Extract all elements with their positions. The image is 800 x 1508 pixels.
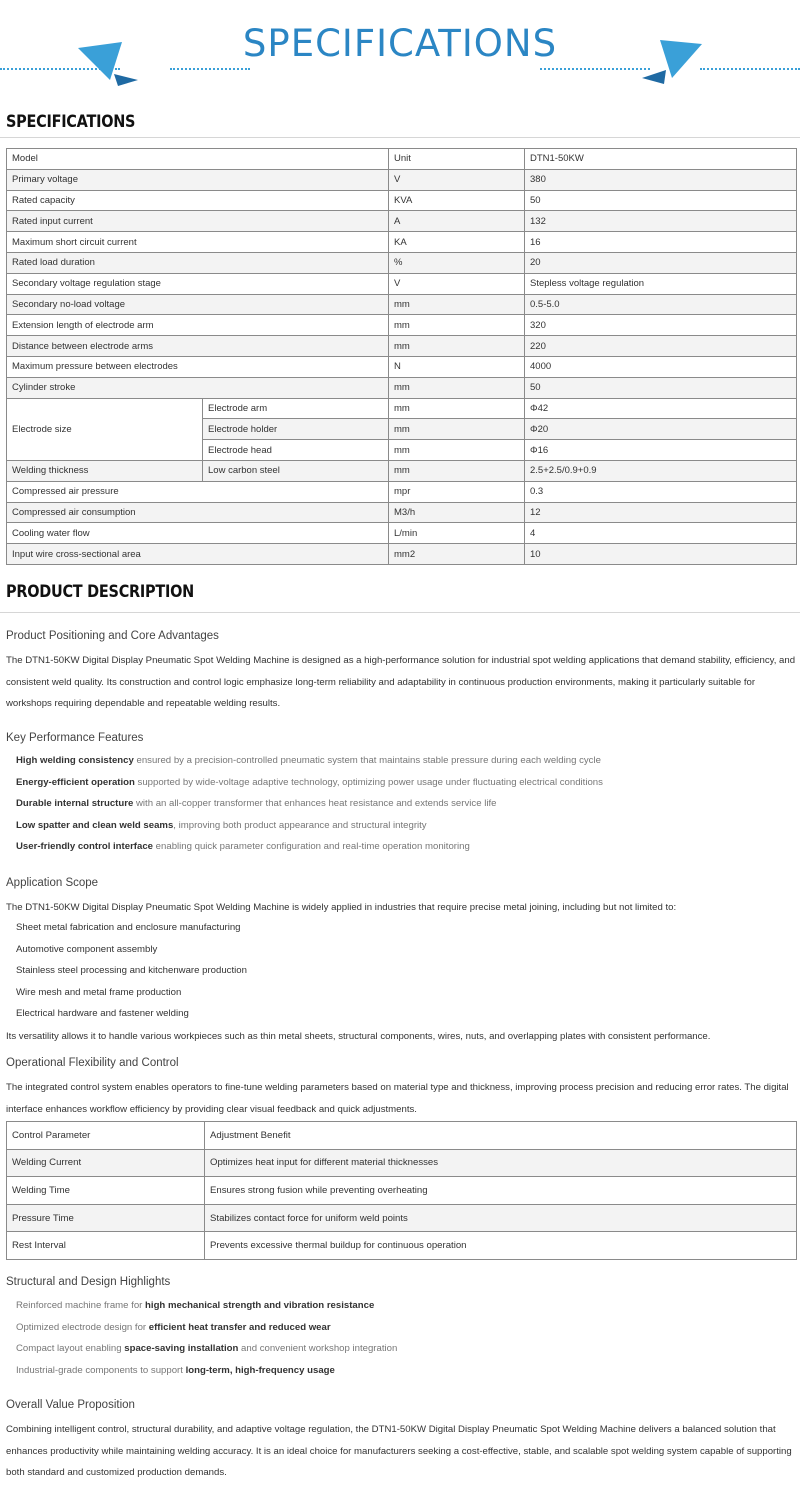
spec-value: 132 — [525, 211, 797, 232]
spec-unit: A — [389, 211, 525, 232]
control-header-cell: Control Parameter — [7, 1122, 205, 1150]
control-benefit: Optimizes heat input for different material thicknesses — [205, 1149, 797, 1177]
right-dotted-line — [700, 68, 800, 70]
spec-heading: SPECIFICATIONS — [6, 112, 136, 132]
spec-value: Φ16 — [525, 440, 797, 461]
spec-row — [7, 481, 797, 502]
electrode-sub: Electrode arm — [203, 398, 389, 419]
spec-value: 320 — [525, 315, 797, 336]
feature-item — [16, 798, 496, 809]
spec-unit: N — [389, 356, 525, 377]
spec-row — [7, 294, 797, 315]
structural-item — [16, 1300, 374, 1311]
structural-title: Structural and Design Highlights — [6, 1276, 171, 1288]
value-title: Overall Value Proposition — [6, 1399, 135, 1411]
spec-table — [6, 148, 797, 565]
spec-value: 4000 — [525, 356, 797, 377]
spec-param: Maximum short circuit current — [7, 232, 389, 253]
spec-value: 2.5+2.5/0.9+0.9 — [525, 460, 797, 481]
structural-item — [16, 1365, 335, 1376]
spec-unit: mm2 — [389, 544, 525, 565]
spec-unit: L/min — [389, 523, 525, 544]
spec-row — [7, 336, 797, 357]
spec-param: Extension length of electrode arm — [7, 315, 389, 336]
spec-param: Secondary no-load voltage — [7, 294, 389, 315]
spec-unit: mm — [389, 460, 525, 481]
structural-item — [16, 1322, 331, 1333]
control-row — [7, 1204, 797, 1232]
control-row — [7, 1177, 797, 1205]
spec-row — [7, 460, 797, 481]
spec-row — [7, 544, 797, 565]
scope-item: Wire mesh and metal frame production — [16, 986, 182, 998]
scope-item: Stainless steel processing and kitchenware production — [16, 965, 247, 976]
spec-param: Secondary voltage regulation stage — [7, 273, 389, 294]
control-title: Operational Flexibility and Control — [6, 1057, 179, 1069]
spec-value: 20 — [525, 252, 797, 273]
spec-row — [7, 211, 797, 232]
structural-bold: efficient heat transfer and reduced wear — [148, 1321, 331, 1333]
structural-bold: long-term, high-frequency usage — [185, 1364, 335, 1376]
spec-row — [7, 398, 797, 419]
spec-unit: V — [389, 273, 525, 294]
feature-item — [16, 820, 427, 831]
feature-rest: enabling quick parameter configuration and real-time operation monitoring — [153, 841, 470, 852]
electrode-sub: Electrode head — [203, 440, 389, 461]
spec-unit: V — [389, 169, 525, 190]
spec-divider — [0, 137, 800, 138]
control-param: Pressure Time — [7, 1204, 205, 1232]
scope-item: Automotive component assembly — [16, 943, 158, 955]
control-text: The integrated control system enables operators to fine-tune welding parameters based on material type and thickness, improving process precision and reducing error rates. The digital interface enhances workflow efficiency by providing clear visual feedback and quick adjustments. — [6, 1082, 789, 1115]
spec-param: Maximum pressure between electrodes — [7, 356, 389, 377]
desc-heading: PRODUCT DESCRIPTION — [6, 582, 194, 602]
positioning-text: The DTN1-50KW Digital Display Pneumatic Spot Welding Machine is designed as a high-performance solution for industrial spot welding applications that demand stability, efficiency, and consistent weld quality. Its construction and control logic emphasize long-term reliability and adaptability in continuous production environments, making it particularly suitable for workshops requiring dependable and repeatable welding results. — [6, 655, 796, 709]
scope-title: Application Scope — [6, 877, 99, 889]
electrode-sub: Electrode holder — [203, 419, 389, 440]
spec-param: Distance between electrode arms — [7, 336, 389, 357]
feature-bold: Durable internal structure — [16, 798, 134, 809]
spec-unit: mm — [389, 377, 525, 398]
feature-rest: , improving both product appearance and structural integrity — [173, 819, 427, 831]
spec-value: Stepless voltage regulation — [525, 273, 797, 294]
spec-param: Compressed air consumption — [7, 502, 389, 523]
structural-post: and convenient workshop integration — [238, 1343, 398, 1354]
value-text: Combining intelligent control, structural durability, and adaptive voltage regulation, the DTN1-50KW Digital Display Pneumatic Spot Welding Machine delivers a balanced solution that enhances productivity while maintaining welding accuracy. It is an ideal choice for manufacturers seeking a cost-effective, stable, and scalable spot welding system capable of supporting both standard and customized production demands. — [6, 1424, 792, 1478]
spec-row — [7, 377, 797, 398]
spec-param: Rated capacity — [7, 190, 389, 211]
spec-value: 10 — [525, 544, 797, 565]
feature-bold: High welding consistency — [16, 755, 134, 766]
spec-param: Cylinder stroke — [7, 377, 389, 398]
control-table — [6, 1121, 797, 1260]
spec-row — [7, 252, 797, 273]
control-row — [7, 1149, 797, 1177]
thickness-sub: Low carbon steel — [203, 460, 389, 481]
spec-value: 0.3 — [525, 481, 797, 502]
spec-unit: % — [389, 252, 525, 273]
control-param: Welding Current — [7, 1149, 205, 1177]
spec-row — [7, 523, 797, 544]
features-title: Key Performance Features — [6, 732, 144, 744]
spec-unit: mm — [389, 398, 525, 419]
feature-bold: User-friendly control interface — [16, 841, 154, 852]
spec-param: Cooling water flow — [7, 523, 389, 544]
feature-bold: Low spatter and clean weld seams — [16, 819, 174, 831]
feature-item — [16, 841, 470, 852]
spec-value: 220 — [525, 336, 797, 357]
spec-unit: KA — [389, 232, 525, 253]
structural-pre: Optimized electrode design for — [16, 1321, 149, 1333]
spec-param: Input wire cross-sectional area — [7, 544, 389, 565]
spec-row — [7, 273, 797, 294]
control-benefit: Stabilizes contact force for uniform weld points — [205, 1204, 797, 1232]
structural-pre: Industrial-grade components to support — [16, 1364, 186, 1376]
scope-item: Electrical hardware and fastener welding — [16, 1008, 189, 1019]
scope-item: Sheet metal fabrication and enclosure manufacturing — [16, 922, 241, 933]
spec-row — [7, 149, 797, 170]
spec-unit: KVA — [389, 190, 525, 211]
spec-row — [7, 190, 797, 211]
specifications-banner — [0, 0, 800, 100]
scope-intro: The DTN1-50KW Digital Display Pneumatic Spot Welding Machine is widely applied in industries that require precise metal joining, including but not limited to: — [6, 902, 677, 913]
spec-param: Model — [7, 149, 389, 170]
spec-unit: mm — [389, 294, 525, 315]
spec-value: Φ20 — [525, 419, 797, 440]
structural-bold: space-saving installation — [124, 1343, 239, 1354]
electrode-label: Electrode size — [7, 398, 203, 460]
structural-pre: Compact layout enabling — [16, 1343, 125, 1354]
spec-value: 16 — [525, 232, 797, 253]
feature-item — [16, 777, 603, 788]
spec-unit: mm — [389, 315, 525, 336]
feature-rest: supported by wide-voltage adaptive technology, optimizing power usage under fluctuating electrical conditions — [134, 776, 603, 788]
control-param: Welding Time — [7, 1177, 205, 1205]
control-header-row — [7, 1122, 797, 1150]
structural-item — [16, 1343, 397, 1354]
spec-row — [7, 232, 797, 253]
feature-rest: with an all-copper transformer that enhances heat resistance and extends service life — [133, 798, 497, 809]
control-benefit: Ensures strong fusion while preventing overheating — [205, 1177, 797, 1205]
spec-unit: mpr — [389, 481, 525, 502]
scope-outro: Its versatility allows it to handle various workpieces such as thin metal sheets, structural components, wires, nuts, and overlapping plates with consistent performance. — [6, 1031, 711, 1042]
spec-value: 12 — [525, 502, 797, 523]
spec-param: Welding thickness — [7, 460, 203, 481]
spec-value: 50 — [525, 190, 797, 211]
feature-rest: ensured by a precision-controlled pneumatic system that maintains stable pressure during each welding cycle — [133, 755, 601, 766]
structural-bold: high mechanical strength and vibration resistance — [145, 1300, 375, 1311]
spec-unit: mm — [389, 440, 525, 461]
spec-row — [7, 315, 797, 336]
spec-unit: mm — [389, 419, 525, 440]
banner-title: SPECIFICATIONS — [242, 22, 558, 65]
spec-value: 0.5-5.0 — [525, 294, 797, 315]
spec-row — [7, 356, 797, 377]
spec-value: 50 — [525, 377, 797, 398]
spec-row — [7, 169, 797, 190]
desc-divider — [0, 612, 800, 613]
spec-param: Compressed air pressure — [7, 481, 389, 502]
structural-pre: Reinforced machine frame for — [16, 1300, 146, 1311]
feature-bold: Energy-efficient operation — [16, 776, 135, 788]
control-row — [7, 1232, 797, 1260]
positioning-title: Product Positioning and Core Advantages — [6, 630, 219, 642]
center-right-dotted-line — [540, 68, 650, 70]
center-left-dotted-line — [170, 68, 250, 70]
spec-value: Φ42 — [525, 398, 797, 419]
spec-unit: Unit — [389, 149, 525, 170]
spec-param: Rated input current — [7, 211, 389, 232]
spec-value: DTN1-50KW — [525, 149, 797, 170]
spec-value: 380 — [525, 169, 797, 190]
right-triangle-icon — [638, 38, 702, 86]
control-benefit: Prevents excessive thermal buildup for continuous operation — [205, 1232, 797, 1260]
spec-value: 4 — [525, 523, 797, 544]
spec-unit: M3/h — [389, 502, 525, 523]
spec-param: Rated load duration — [7, 252, 389, 273]
control-header-cell: Adjustment Benefit — [205, 1122, 797, 1150]
feature-item — [16, 755, 601, 766]
spec-row — [7, 502, 797, 523]
control-param: Rest Interval — [7, 1232, 205, 1260]
spec-unit: mm — [389, 336, 525, 357]
spec-param: Primary voltage — [7, 169, 389, 190]
